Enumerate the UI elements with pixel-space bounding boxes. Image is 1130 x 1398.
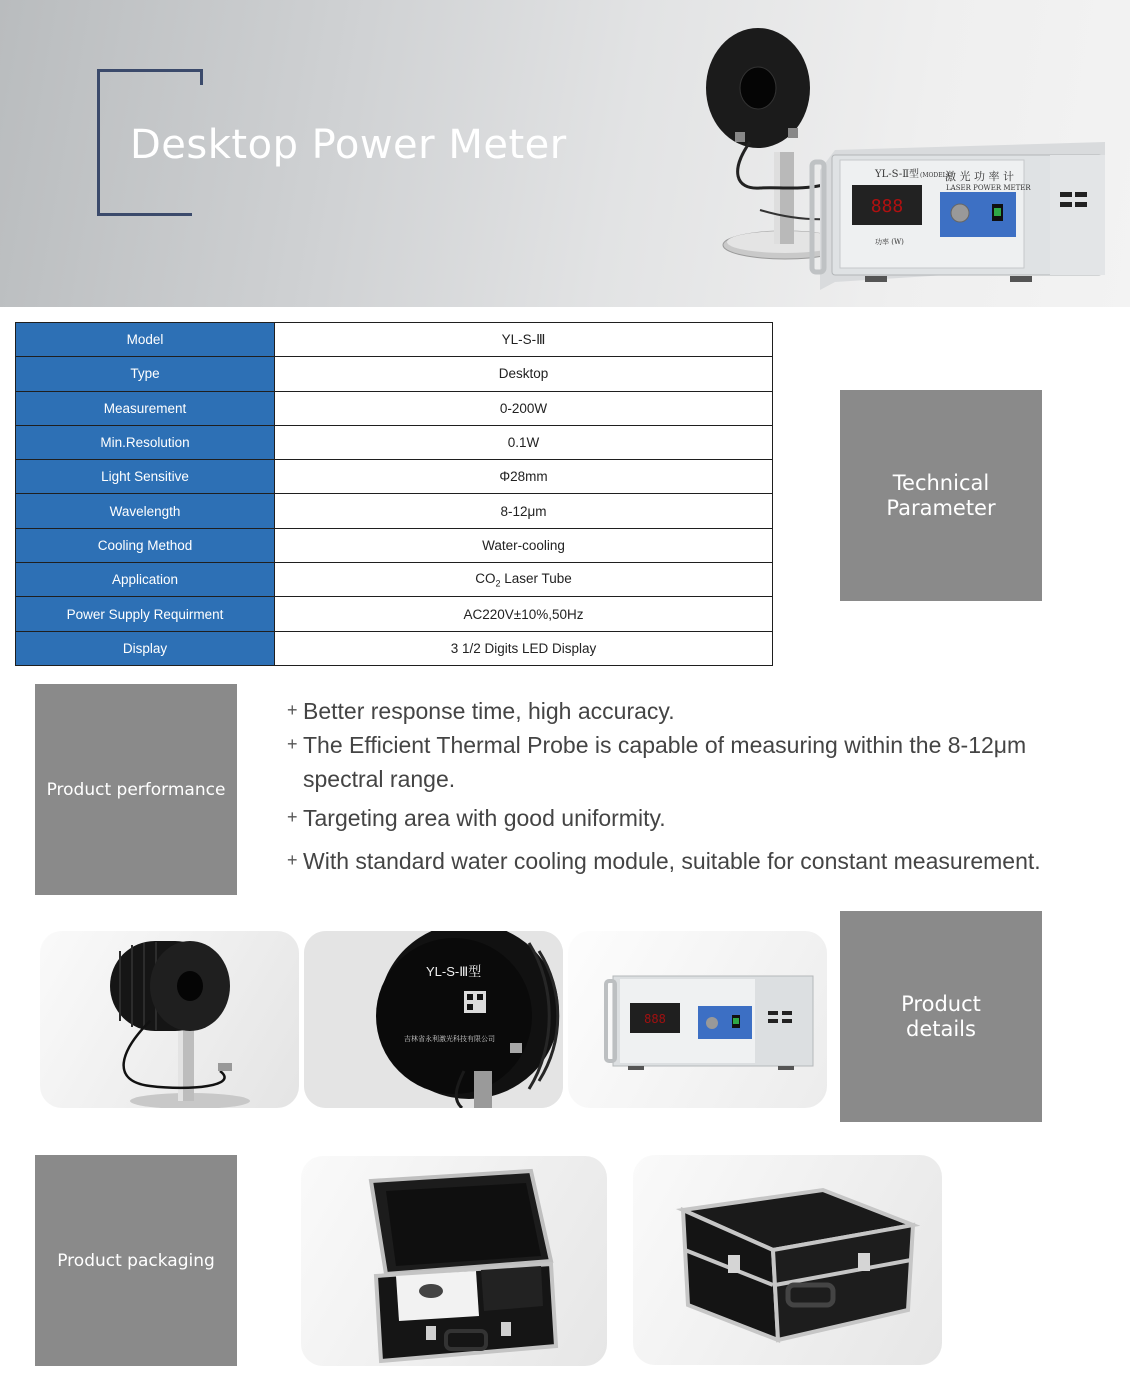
technical-parameter-box (840, 390, 1042, 601)
spec-value: 0.1W (275, 425, 773, 459)
page-title: Desktop Power Meter (130, 122, 567, 168)
device-display-caption: 功率 (W) (875, 238, 904, 246)
spec-value-suffix: Laser Tube (500, 570, 572, 586)
spec-key: Type (16, 357, 275, 391)
meter-photo (568, 931, 827, 1108)
device-model-label: YL-S-Ⅱ型 (875, 169, 920, 180)
device-brand-en: LASER POWER METER (946, 184, 1031, 192)
title-bracket-tick (200, 69, 203, 85)
table-row (16, 494, 773, 528)
spec-value: AC220V±10%,50Hz (275, 597, 773, 631)
spec-value: Φ28mm (275, 460, 773, 494)
plus-icon: + (287, 807, 298, 827)
table-row (16, 528, 773, 562)
spec-key: Light Sensitive (16, 460, 275, 494)
plus-icon: + (287, 734, 298, 754)
svg-text:888: 888 (644, 1012, 666, 1026)
table-row (16, 323, 773, 357)
plus-icon: + (287, 700, 298, 720)
product-performance-label: Product performance (46, 779, 226, 800)
open-case-photo (301, 1156, 607, 1366)
list-item: + Targeting area with good uniformity. (287, 801, 1107, 835)
spec-value: 3 1/2 Digits LED Display (275, 631, 773, 665)
spec-value: Water-cooling (275, 528, 773, 562)
product-performance-box (35, 684, 237, 895)
product-details-label: Product details (901, 991, 981, 1041)
probe-company-label: 吉林省永利激光科技有限公司 (404, 1035, 495, 1043)
product-packaging-box (35, 1155, 237, 1366)
table-row (16, 357, 773, 391)
power-meter-photo (690, 20, 1130, 305)
spec-value-prefix: CO (475, 570, 496, 586)
device-brand-cn: 激 光 功 率 计 (945, 170, 1014, 183)
spec-value: Desktop (275, 357, 773, 391)
table-row (16, 631, 773, 665)
spec-key: Model (16, 323, 275, 357)
list-item: + The Efficient Thermal Probe is capable of measuring within the 8-12μm spectral range. (287, 728, 1107, 796)
spec-key: Wavelength (16, 494, 275, 528)
spec-value: 8-12μm (275, 494, 773, 528)
list-item: + With standard water cooling module, suitable for constant measurement. (287, 844, 1107, 878)
list-item: + Better response time, high accuracy. (287, 694, 1107, 728)
spec-table (15, 322, 773, 666)
spec-value (275, 563, 773, 597)
table-row (16, 460, 773, 494)
hero-banner (0, 0, 1130, 307)
spec-key: Cooling Method (16, 528, 275, 562)
spec-value: YL-S-Ⅲ (275, 323, 773, 357)
spec-key: Measurement (16, 391, 275, 425)
performance-list (287, 694, 1107, 878)
spec-value-sub: 2 (495, 578, 501, 589)
spec-key: Min.Resolution (16, 425, 275, 459)
table-row (16, 425, 773, 459)
table-row (16, 391, 773, 425)
closed-case-photo (633, 1155, 942, 1365)
svg-text:888: 888 (870, 196, 904, 217)
table-row (16, 563, 773, 597)
spec-key: Display (16, 631, 275, 665)
probe-model-label: YL-S-Ⅲ型 (426, 964, 482, 979)
spec-value: 0-200W (275, 391, 773, 425)
spec-key: Power Supply Requirment (16, 597, 275, 631)
table-row (16, 597, 773, 631)
product-packaging-label: Product packaging (57, 1250, 215, 1271)
spec-key: Application (16, 563, 275, 597)
probe-side-photo (40, 931, 299, 1108)
device-model-tag: (MODEL) (920, 172, 949, 179)
technical-parameter-label: Technical Parameter (886, 470, 996, 520)
plus-icon: + (287, 850, 298, 870)
probe-front-photo (304, 931, 563, 1108)
product-details-box (840, 911, 1042, 1122)
